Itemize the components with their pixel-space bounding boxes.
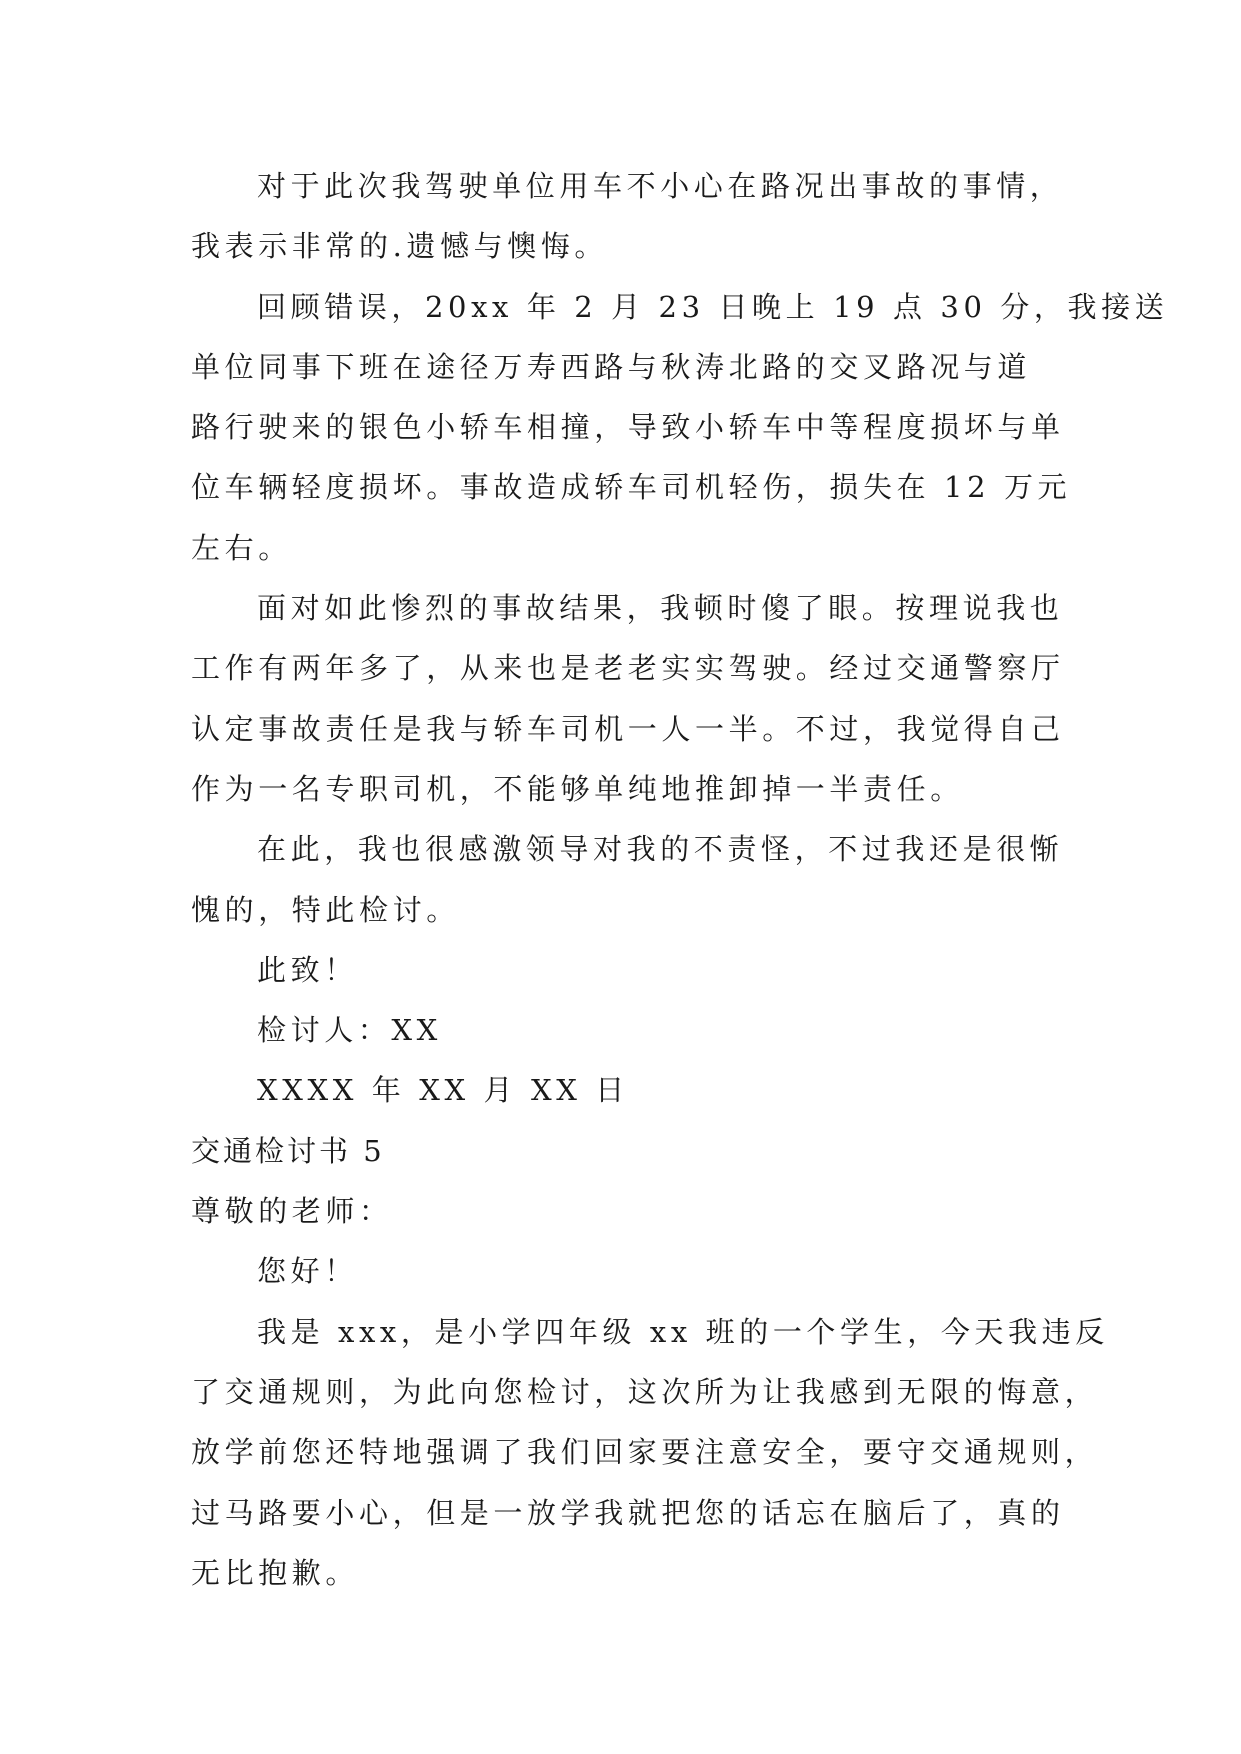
closing-salutation: 此致！: [257, 952, 358, 987]
paragraph-line: 我是 xxx，是小学四年级 xx 班的一个学生，今天我违反: [257, 1314, 1109, 1349]
date-line: XXXX 年 XX 月 XX 日: [257, 1073, 629, 1108]
paragraph-line: 对于此次我驾驶单位用车不小心在路况出事故的事情，: [257, 169, 1064, 203]
paragraph-line: 左右。: [191, 530, 292, 565]
paragraph-line: 了交通规则，为此向您检讨，这次所为让我感到无限的悔意，: [191, 1374, 1099, 1409]
paragraph-line: 面对如此惨烈的事故结果，我顿时傻了眼。按理说我也: [257, 591, 1064, 626]
paragraph-line: 放学前您还特地强调了我们回家要注意安全，要守交通规则，: [191, 1435, 1099, 1470]
section-title: 交通检讨书 5: [191, 1133, 385, 1168]
recipient-line: 尊敬的老师：: [191, 1194, 393, 1229]
paragraph-line: 认定事故责任是我与轿车司机一人一半。不过，我觉得自己: [191, 711, 1065, 746]
paragraph-line: 我表示非常的.遗憾与懊悔。: [191, 229, 609, 264]
paragraph-line: 愧的，特此检讨。: [191, 892, 460, 927]
paragraph-line: 工作有两年多了，从来也是老老实实驾驶。经过交通警察厅: [191, 651, 1065, 686]
paragraph-line: 单位同事下班在途径万寿西路与秋涛北路的交叉路况与道: [191, 349, 1032, 384]
paragraph-line: 在此，我也很感激领导对我的不责怪，不过我还是很惭: [257, 832, 1064, 867]
paragraph-line: 回顾错误，20xx 年 2 月 23 日晚上 19 点 30 分，我接送: [257, 289, 1169, 324]
paragraph-line: 无比抱歉。: [191, 1555, 360, 1590]
document-body: [191, 156, 1169, 1603]
paragraph-line: 位车辆轻度损坏。事故造成轿车司机轻伤，损失在 12 万元: [191, 470, 1072, 505]
signature-line: 检讨人：XX: [257, 1013, 442, 1048]
greeting-line: 您好！: [257, 1254, 358, 1289]
paragraph-line: 路行驶来的银色小轿车相撞，导致小轿车中等程度损坏与单: [191, 410, 1065, 445]
paragraph-line: 过马路要小心，但是一放学我就把您的话忘在脑后了，真的: [191, 1495, 1065, 1530]
paragraph-line: 作为一名专职司机，不能够单纯地推卸掉一半责任。: [191, 771, 964, 806]
